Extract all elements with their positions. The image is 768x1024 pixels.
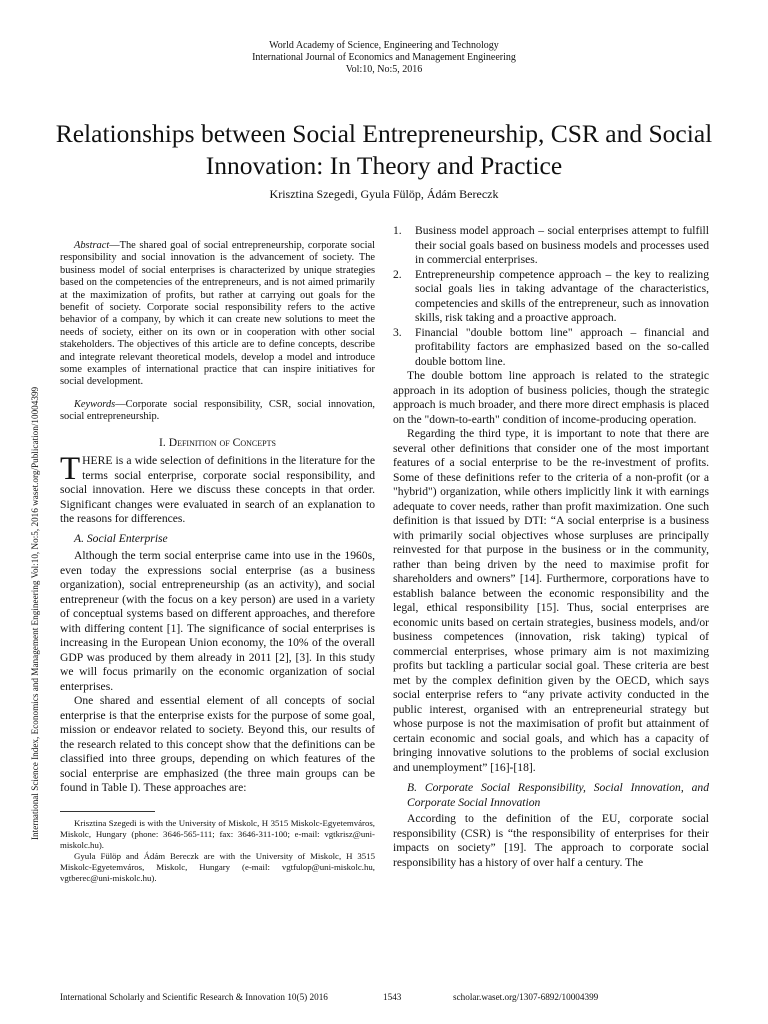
- abstract-text: —The shared goal of social entrepreneurship, corporate social responsibility and social innovation is the advancement of society. The business model of social enterprises is characterized by unique strategies based on the competencies of the entrepreneurs, and is not aimed primarily at the maximization of profits, but rather at carrying out goals for the benefit of society. Corporate social responsibility refers to the active behavior of a company, by which it can create new solutions to meet the needs of society, either on its own or in cooperation with other social stakeholders. The objectives of this article are to define concepts, describe and integrate relevant theoretical models, develop a model and introduce some examples of international practice that can inspire initiatives for social development.: [60, 240, 375, 388]
- paper-title: Relationships between Social Entrepreneurship, CSR and Social Innovation: In Theory and Practice: [55, 119, 713, 180]
- intro-text: HERE is a wide selection of definitions in the literature for the terms social enterprise, corporate social responsibility, and social innovation. Here we discuss these concepts in that order. Significant changes were evaluated in search of an explanation to the reasons for differences.: [60, 454, 375, 526]
- journal-header: [0, 40, 768, 76]
- abstract: [60, 240, 375, 389]
- keywords-text: —Corporate social responsibility, CSR, social innovation, social entrepreneurship.: [60, 398, 375, 423]
- subheading-social-enterprise: A. Social Enterprise: [74, 531, 168, 545]
- footer-publisher: International Scholarly and Scientific Research & Innovation 10(5) 2016: [60, 992, 328, 1002]
- section-heading-definitions: I. Definition of Concepts: [159, 435, 276, 449]
- list-item-number: 2.: [393, 267, 402, 281]
- footnote-author-2: Gyula Fülöp and Ádám Bereczk are with the University of Miskolc, H 3515 Miskolc-Egyetemváros, Miskolc, Hungary (e-mail: vgtfulop@uni-miskolc.hu, vgtberec@uni-miskolc.hu).: [60, 850, 375, 883]
- header-journal: International Journal of Economics and Management Engineering: [252, 52, 516, 63]
- side-index-text: International Science Index, Economics and Management Engineering Vol:10, No:5, 2016 waset.org/Publication/10004399: [30, 386, 40, 840]
- paragraph-double-bottom-line: The double bottom line approach is related to the strategic approach in its adoption of business policies, though the strategic approach is much broader, and there more direct emphasis is placed on the "down-to-earth" condition of income-producing operation.: [393, 369, 709, 426]
- list-item-number: 3.: [393, 325, 402, 339]
- left-column: [60, 227, 375, 884]
- paper-authors: Krisztina Szegedi, Gyula Fülöp, Ádám Bereczk: [269, 187, 499, 201]
- paragraph-csr-definition: According to the definition of the EU, corporate social responsibility (CSR) is “the responsibility of enterprises for their impacts on society” [19]. The approach to corporate social responsibility has a history of over half a century. The: [393, 812, 709, 869]
- list-item-text: Business model approach – social enterprises attempt to fulfill their social goals based on business models and processes used in commercial enterprises.: [415, 224, 709, 266]
- side-index-strip: [30, 386, 46, 856]
- list-item-text: Entrepreneurship competence approach – the key to realizing social goals lies in taking advantage of the characteristics, competencies and skills of the entrepreneur, such as innovation skills, risk taking and a proactive approach.: [415, 267, 709, 324]
- footer-page-number: 1543: [383, 992, 402, 1002]
- approaches-list: [393, 224, 709, 369]
- footnote-author-1: Krisztina Szegedi is with the University of Miskolc, H 3515 Miskolc-Egyetemváros, Miskolc, Hungary (phone: 3646-565-111; fax: 3646-311-100; e-mail: vgtkrisz@uni-miskolc.hu).: [60, 817, 375, 850]
- list-item: [393, 224, 709, 268]
- header-volume: Vol:10, No:5, 2016: [345, 64, 423, 75]
- footer-url: scholar.waset.org/1307-6892/10004399: [453, 992, 599, 1002]
- intro-paragraph: [60, 451, 375, 527]
- abstract-label: Abstract: [74, 240, 110, 251]
- list-item: [393, 326, 709, 370]
- list-item: [393, 268, 709, 326]
- drop-cap: T: [60, 451, 81, 488]
- subheading-csr: B. Corporate Social Responsibility, Social Innovation, and Corporate Social Innovation: [407, 781, 709, 809]
- right-column: [393, 224, 709, 870]
- footnote-divider: [60, 811, 155, 812]
- paragraph-social-enterprise-1: Although the term social enterprise came into use in the 1960s, even today the expressions social enterprise (as a business organization), social entrepreneurship (as an activity), and social entrepreneur (with the focus on a key person) are used in a variety of conceptual systems based on different approaches, and therefore with differing content [1]. The significance of social enterprises is increasing in the European Union economy, the 10% of the overall GDP was produced by them already in 2011 [2], [3]. In this study we will focus primarily on the economic organization of social enterprises.: [60, 549, 375, 693]
- keywords-label: Keywords: [74, 398, 116, 410]
- paragraph-social-enterprise-2: One shared and essential element of all concepts of social enterprise is that the enterprise exists for the purpose of some goal, mission or endeavor related to society. Beyond this, our results of the research related to this concept show that the definitions can be classified into three groups, depending on which features of the social enterprise are emphasized (the three main groups can be found in Table I). These approaches are:: [60, 694, 375, 795]
- list-item-number: 1.: [393, 224, 402, 237]
- header-academy: World Academy of Science, Engineering and Technology: [269, 40, 499, 51]
- list-item-text: Financial "double bottom line" approach – financial and profitability factors are emphasized based on the so-called double bottom line.: [415, 325, 709, 368]
- keywords: [60, 399, 375, 424]
- paragraph-third-type: Regarding the third type, it is important to note that there are several other definitions that consider one of the most important features of a social enterprise to be the re-investment of profits. Some of these definitions refer to the criteria of a non-profit (or a "hybrid") organization, while others implicitly link it with earnings adequate to cover needs, rather than profit maximization. One such definition is that issued by DTI: “A social enterprise is a business with primarily social objectives whose surpluses are principally reinvested for that purpose in the business or in the community, rather than being driven by the need to maximise profit for shareholders and owners” [14]. Furthermore, corporations have to establish balance between the economic responsibility and the legal, ethical responsibility [15]. Thus, social enterprises are economic units based on certain strategies, business models, and/or business competences (innovation, risk taking) typical of commercial enterprises, whose primary aim is not maximizing profits but tackling a particular social goal. These criteria are best met by the complex definition given by the OECD, which says social enterprise refers to “any private activity conducted in the public interest, organised with an entrepreneurial strategy but whose purpose is not the maximisation of profit but attainment of certain economic and social goals, and which has a capacity of bringing innovative solutions to the problems of social exclusion and unemployment” [16]-[18].: [393, 427, 709, 774]
